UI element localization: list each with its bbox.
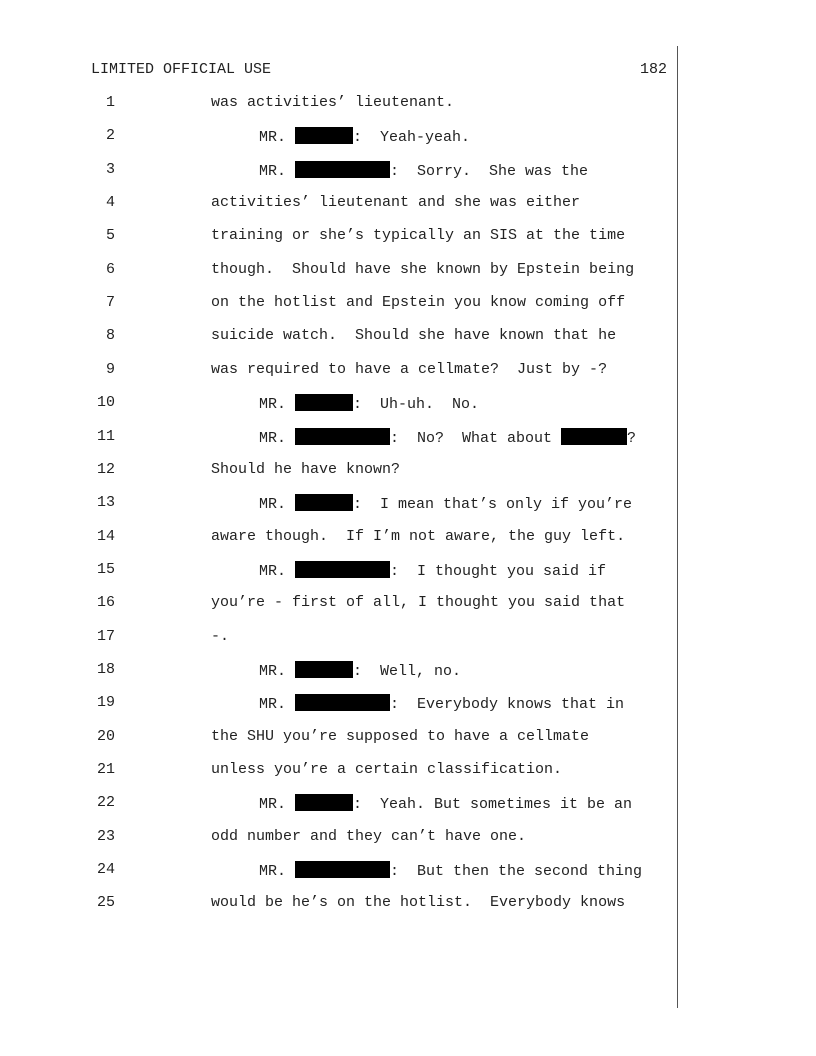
speaker-prefix: MR. [259,396,296,414]
speaker-line [259,694,624,713]
transcript-line [0,628,700,648]
line-number: 3 [105,160,115,178]
line-number: 16 [96,594,115,612]
line-number: 22 [96,794,115,812]
line-text: : Everybody knows that in [390,696,625,714]
speaker-line [259,561,606,580]
line-text: was activities’ lieutenant. [211,94,455,111]
transcript-line [0,161,700,181]
speaker-line [259,494,632,513]
speaker-prefix: MR. [259,863,296,881]
line-number: 4 [105,194,115,212]
line-text: : No? What about [390,429,562,447]
line-text: : Sorry. She was the [390,162,589,180]
header-label: LIMITED OFFICIAL USE [91,61,272,78]
line-text: Should he have known? [211,460,401,478]
transcript-line [0,127,700,147]
speaker-prefix: MR. [259,562,296,580]
transcript-line [0,494,700,514]
line-text: : I thought you said if [390,562,607,580]
line-number: 15 [96,560,115,578]
line-text: unless you’re a certain classification. [211,761,563,778]
line-number: 7 [105,294,115,312]
transcript-line [0,761,700,781]
transcript-line [0,94,700,114]
transcript-line [0,594,700,614]
line-number: 11 [96,427,115,445]
redaction-box [295,561,390,578]
speaker-line [259,428,636,447]
speaker-prefix: MR. [259,429,296,447]
redaction-box [295,428,390,445]
line-text: -. [211,627,230,645]
line-text: was required to have a cellmate? Just by -? [211,360,608,378]
line-text: training or she’s typically an SIS at the time [211,227,626,245]
speaker-prefix: MR. [259,162,296,180]
transcript-line [0,661,700,681]
redaction-box [295,794,353,811]
line-number: 5 [105,227,115,245]
line-text: suicide watch. Should she have known that he [211,327,617,345]
line-number: 18 [96,660,115,678]
speaker-prefix: MR. [259,696,296,714]
speaker-prefix: MR. [259,796,296,814]
redaction-box [561,428,627,445]
page-number: 182 [639,61,667,78]
redaction-box [295,694,390,711]
line-number: 12 [96,460,115,478]
speaker-line [259,794,632,813]
line-number: 23 [96,827,115,845]
line-text: : But then the second thing [390,863,643,881]
transcript-line [0,394,700,414]
line-text: aware though. If I’m not aware, the guy left. [211,527,626,545]
redaction-box [295,661,353,678]
transcript-line [0,861,700,881]
line-number: 25 [96,894,115,912]
transcript-line [0,728,700,748]
speaker-prefix: MR. [259,129,296,147]
line-number: 24 [96,861,115,879]
line-number: 9 [105,360,115,378]
line-text: : I mean that’s only if you’re [353,496,633,514]
line-text: the SHU you’re supposed to have a cellmate [211,727,590,745]
line-number: 1 [105,94,115,111]
speaker-prefix: MR. [259,496,296,514]
speaker-line [259,861,642,880]
transcript-line [0,261,700,281]
redaction-box [295,161,390,178]
line-number: 6 [105,260,115,278]
transcript-line [0,528,700,548]
line-number: 8 [105,327,115,345]
redaction-box [295,494,353,511]
redaction-box [295,861,390,878]
line-text: though. Should have she known by Epstein being [211,260,635,278]
transcript-line [0,794,700,814]
line-number: 21 [96,761,115,778]
transcript-line [0,828,700,848]
line-text: : Yeah-yeah. [353,129,471,147]
transcript-line [0,194,700,214]
speaker-line [259,661,461,680]
line-text-tail: ? [627,429,637,447]
redaction-box [295,127,353,144]
speaker-line [259,127,470,146]
transcript-line [0,894,700,914]
line-number: 13 [96,494,115,512]
line-number: 19 [96,694,115,712]
transcript-line [0,694,700,714]
line-number: 10 [96,394,115,412]
transcript-line [0,428,700,448]
line-text: : Well, no. [353,662,462,680]
transcript-line [0,461,700,481]
line-number: 2 [105,127,115,145]
line-number: 14 [96,527,115,545]
speaker-line [259,161,588,180]
transcript-line [0,227,700,247]
line-text: odd number and they can’t have one. [211,827,527,845]
redaction-box [295,394,353,411]
speaker-line [259,394,479,413]
line-text: would be he’s on the hotlist. Everybody knows [211,894,626,912]
line-text: : Uh-uh. No. [353,396,480,414]
speaker-prefix: MR. [259,662,296,680]
line-text: : Yeah. But sometimes it be an [353,796,633,814]
transcript-line [0,361,700,381]
transcript-line [0,561,700,581]
line-text: activities’ lieutenant and she was either [211,194,581,212]
line-text: you’re - first of all, I thought you said that [211,594,626,612]
line-number: 17 [96,627,115,645]
line-text: on the hotlist and Epstein you know coming off [211,294,626,312]
transcript-line [0,327,700,347]
line-number: 20 [96,727,115,745]
transcript-line [0,294,700,314]
